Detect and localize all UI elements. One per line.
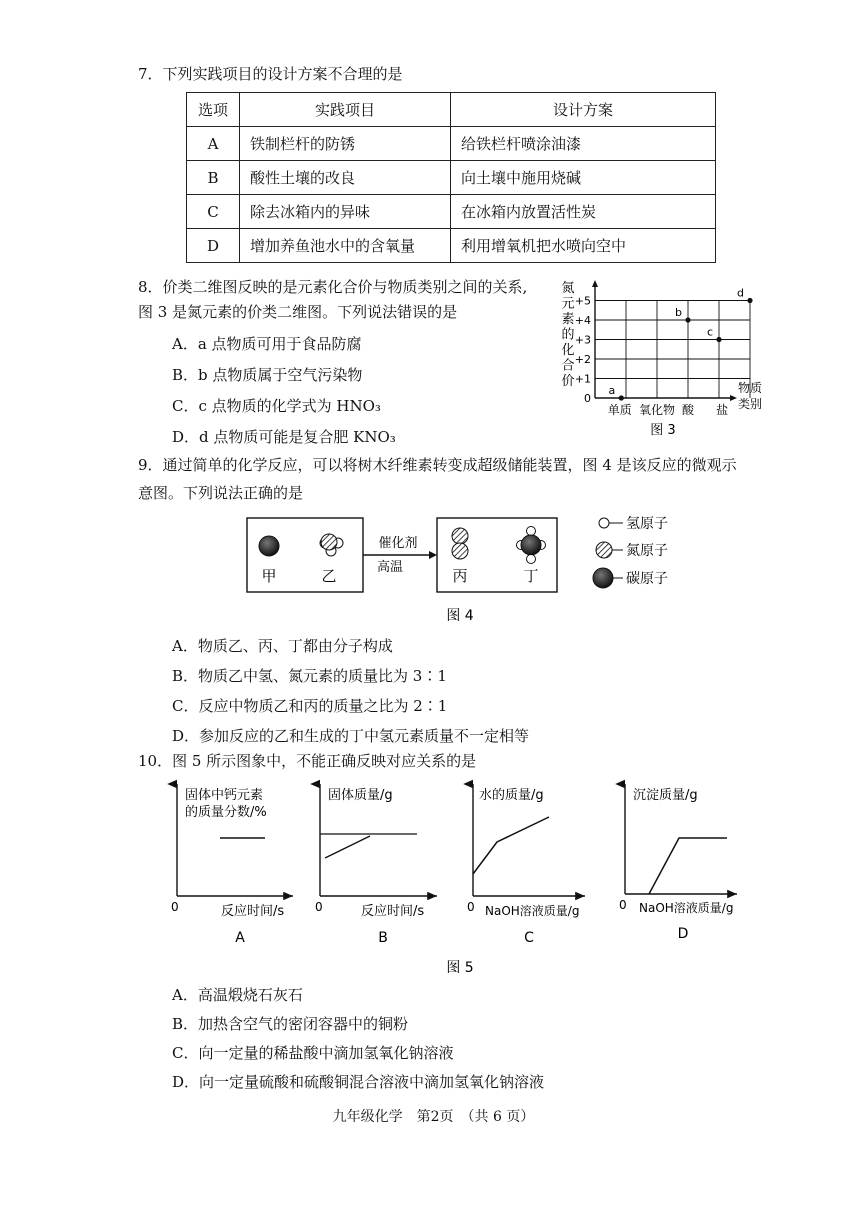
q10-option-d: D．向一定量硫酸和硫酸铜混合溶液中滴加氢氧化钠溶液 — [172, 1073, 545, 1091]
y-axis-label-char: 合 — [561, 358, 575, 374]
data-point-label: c — [706, 325, 713, 339]
data-point-label: b — [675, 306, 682, 319]
legend-nitrogen: 氮原子 — [626, 543, 668, 559]
y-axis-label-char: 素 — [561, 312, 575, 327]
table-cell: 给铁栏杆喷涂油漆 — [451, 127, 716, 161]
graph-d-ylabel: 沉淀质量/g — [633, 788, 698, 803]
condition-high-temp: 高温 — [376, 560, 404, 575]
y-tick-label: +3 — [574, 333, 591, 347]
x-tick-labels — [608, 402, 728, 417]
graph-a-origin: 0 — [171, 900, 179, 914]
q8-stem-line1: 8．价类二维图反映的是元素化合价与物质类别之间的关系, — [138, 278, 528, 296]
q9-option-c: C．反应中物质乙和丙的质量之比为 2∶1 — [172, 697, 448, 715]
y-axis-arrow-icon — [592, 280, 598, 287]
carbon-legend-icon — [593, 568, 613, 588]
reactant-label-yi: 乙 — [321, 567, 337, 585]
q8-option-a: A．a 点物质可用于食品防腐 — [172, 335, 362, 353]
graph-a-letter: A — [235, 930, 245, 946]
y-axis-label-char: 氮 — [561, 281, 575, 296]
x-tick-label: 酸 — [681, 403, 695, 417]
x-tick-label: 氧化物 — [638, 403, 676, 417]
q10-option-a: A．高温煅烧石灰石 — [172, 986, 303, 1004]
table-cell: 在冰箱内放置活性炭 — [451, 195, 716, 229]
x-axis-label-line2: 类别 — [738, 397, 763, 411]
figure-caption: 图 3 — [650, 423, 676, 438]
table-cell: 增加养鱼池水中的含氧量 — [240, 229, 451, 263]
graph-b-origin: 0 — [315, 900, 323, 914]
y-tick-label: +5 — [574, 294, 591, 308]
figure-5-graphs — [165, 776, 765, 976]
carbon-atom-icon — [259, 536, 279, 556]
product-label-bing: 丙 — [452, 567, 468, 585]
hydrogen-atom-icon — [527, 555, 536, 564]
hydrogen-legend-icon — [599, 518, 609, 528]
q8-option-d: D．d 点物质可能是复合肥 KNO₃ — [172, 428, 396, 446]
graph-a-ylabel-line2: 的质量分数/% — [185, 805, 267, 820]
graph-d-xlabel: NaOH溶液质量/g — [639, 901, 734, 915]
graph-c-letter: C — [524, 930, 534, 946]
graph-b-ylabel: 固体质量/g — [328, 788, 393, 803]
table-cell: 利用增氧机把水喷向空中 — [451, 229, 716, 263]
graph-d-letter: D — [677, 926, 689, 942]
legend-hydrogen: 氢原子 — [626, 516, 668, 532]
table-row — [187, 229, 716, 263]
q8-stem-line2: 图 3 是氮元素的价类二维图。下列说法错误的是 — [138, 303, 458, 321]
hydrogen-atom-icon — [527, 527, 536, 536]
data-points — [609, 287, 753, 401]
legend-carbon: 碳原子 — [626, 571, 668, 587]
table-row — [187, 127, 716, 161]
graph-c-ylabel: 水的质量/g — [479, 788, 544, 803]
table-header: 设计方案 — [451, 93, 716, 127]
y-tick-labels — [575, 295, 591, 406]
table-header-row — [187, 93, 716, 127]
y-axis-label — [561, 281, 574, 389]
data-point-label: d — [737, 286, 744, 300]
table-row — [187, 161, 716, 195]
table-cell: A — [187, 127, 240, 161]
q9-stem-line1: 9．通过简单的化学反应，可以将树木纤维素转变成超级储能装置，图 4 是该反应的微观示 — [138, 456, 737, 474]
x-tick-label: 单质 — [607, 403, 632, 417]
graph-d — [619, 784, 737, 942]
table-cell: D — [187, 229, 240, 263]
q10-stem: 10．图 5 所示图象中，不能正确反映对应关系的是 — [138, 752, 477, 770]
table-header: 选项 — [187, 93, 240, 127]
product-label-ding: 丁 — [523, 567, 539, 585]
nitrogen-atom-icon — [452, 543, 468, 559]
nitrogen-atom-icon — [452, 528, 468, 544]
q10-option-c: C．向一定量的稀盐酸中滴加氢氧化钠溶液 — [172, 1044, 454, 1062]
graph-c-xlabel: NaOH溶液质量/g — [485, 904, 580, 918]
carbon-atom-icon — [521, 535, 541, 555]
graph-b — [315, 784, 437, 946]
figure-caption: 图 4 — [446, 608, 474, 624]
y-tick-label: +2 — [574, 353, 591, 366]
table-row — [187, 195, 716, 229]
data-point-label: a — [608, 384, 616, 397]
graph-b-letter: B — [378, 930, 388, 946]
y-tick-label: +1 — [574, 372, 591, 386]
graph-a-ylabel-line1: 固体中钙元素 — [185, 788, 264, 803]
figure-caption: 图 5 — [446, 960, 474, 976]
q8-option-c: C．c 点物质的化学式为 HNO₃ — [172, 397, 381, 415]
graph-a — [171, 784, 293, 946]
table-cell: 铁制栏杆的防锈 — [240, 127, 451, 161]
x-axis-arrow-icon — [730, 395, 737, 401]
data-point — [619, 395, 624, 400]
y-axis-label-char: 价 — [561, 374, 575, 389]
arrow-head-icon — [429, 551, 437, 559]
data-point — [747, 298, 752, 303]
data-point — [685, 317, 690, 322]
graph-b-xlabel: 反应时间/s — [361, 904, 425, 919]
y-axis-label-char: 化 — [561, 343, 575, 358]
table-cell: 除去冰箱内的异味 — [240, 195, 451, 229]
y-axis-label-char: 的 — [561, 327, 575, 343]
reactant-label-jia: 甲 — [261, 567, 277, 585]
nitrogen-atom-icon — [321, 534, 337, 550]
y-tick-label: +4 — [574, 314, 591, 327]
figure-4-reaction-diagram — [240, 510, 700, 628]
table-cell: 酸性土壤的改良 — [240, 161, 451, 195]
chart-grid — [595, 301, 750, 399]
q8-option-b: B．b 点物质属于空气污染物 — [172, 366, 363, 384]
q7-stem: 7．下列实践项目的设计方案不合理的是 — [138, 65, 403, 83]
data-point — [716, 337, 721, 342]
condition-catalyst: 催化剂 — [378, 536, 418, 551]
q10-option-b: B．加热含空气的密闭容器中的铜粉 — [172, 1015, 409, 1033]
q9-option-b: B．物质乙中氢、氮元素的质量比为 3∶1 — [172, 667, 447, 685]
q9-stem-line2: 意图。下列说法正确的是 — [138, 484, 304, 502]
page-footer: 九年级化学 第2页 （共 6 页） — [332, 1109, 535, 1125]
x-tick-label: 盐 — [716, 403, 729, 417]
y-tick-label: 0 — [584, 392, 591, 405]
table-cell: 向土壤中施用烧碱 — [451, 161, 716, 195]
graph-b-line-rise — [325, 836, 370, 858]
table-cell: B — [187, 161, 240, 195]
graph-c-line — [473, 817, 549, 874]
graph-c-origin: 0 — [467, 900, 475, 914]
figure-3-valence-chart — [555, 278, 770, 440]
graph-d-origin: 0 — [619, 898, 627, 912]
x-axis-label-line1: 物质 — [738, 381, 763, 395]
graph-a-xlabel: 反应时间/s — [221, 904, 285, 919]
graph-d-line — [649, 838, 727, 894]
q7-table — [186, 92, 716, 263]
q9-option-d: D．参加反应的乙和生成的丁中氢元素质量不一定相等 — [172, 727, 530, 745]
table-cell: C — [187, 195, 240, 229]
y-axis-label-char: 元 — [561, 296, 575, 312]
nitrogen-legend-icon — [596, 542, 612, 558]
graph-c — [467, 784, 585, 946]
q9-option-a: A．物质乙、丙、丁都由分子构成 — [172, 637, 393, 655]
table-header: 实践项目 — [240, 93, 451, 127]
